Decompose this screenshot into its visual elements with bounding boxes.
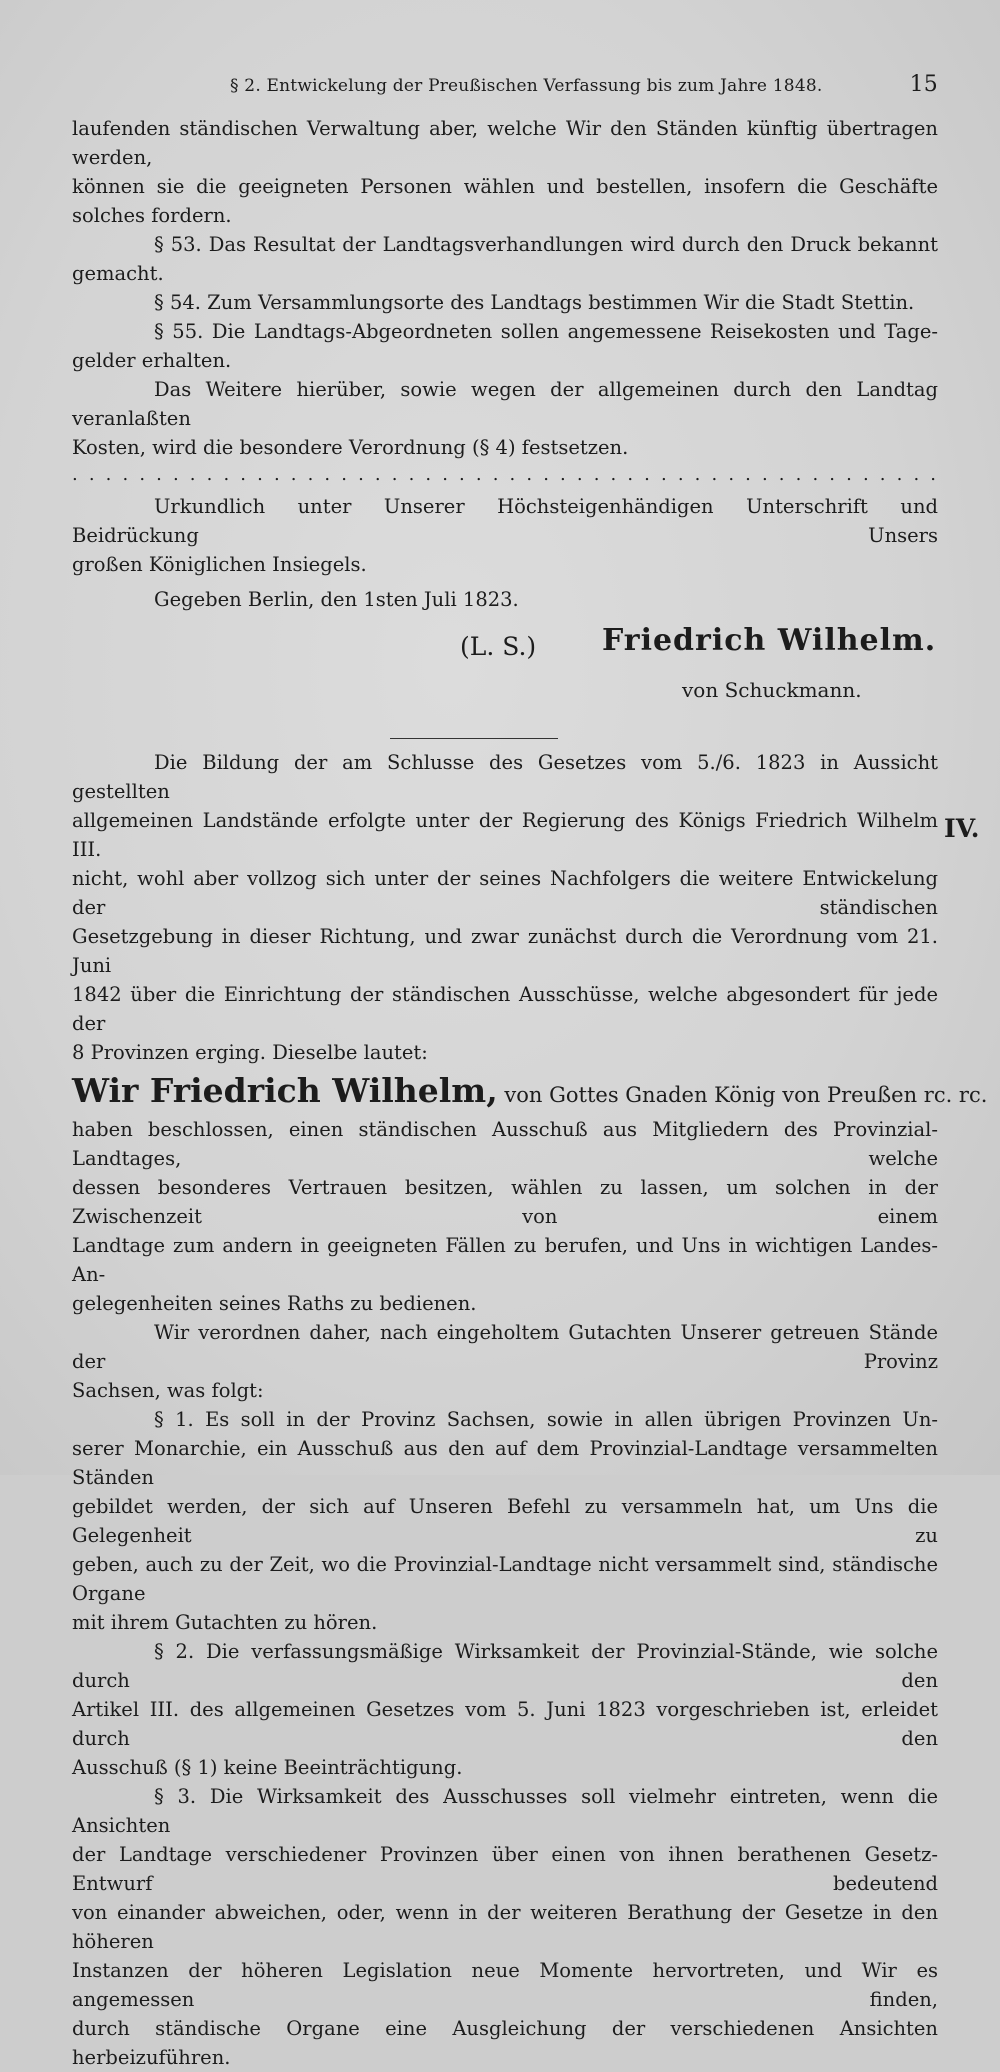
signature-block xyxy=(72,614,938,724)
running-title: § 2. Entwickelung der Preußischen Verfassung bis zum Jahre 1848. xyxy=(230,76,823,96)
page-number: 15 xyxy=(909,72,938,97)
text-line: 1842 über die Einrichtung der ständischen Ausschüsse, welche abgesondert für jede der xyxy=(72,983,938,1035)
text-line: gelegenheiten seines Raths zu bedienen. xyxy=(72,1292,477,1315)
running-header xyxy=(70,70,940,104)
paragraph-53: § 53. Das Resultat der Landtagsverhandlungen wird durch den Druck bekannt gemacht. xyxy=(72,233,938,285)
margin-mark: IV. xyxy=(944,814,980,843)
paragraph-55: § 55. Die Landtags-Abgeordneten sollen angemessene Reisekosten und Tage- xyxy=(154,320,938,343)
text-line: gelder erhalten. xyxy=(72,349,232,372)
text-line: Ausschuß (§ 1) keine Beeinträchtigung. xyxy=(72,1756,463,1779)
paragraph-54: § 54. Zum Versammlungsorte des Landtags bestimmen Wir die Stadt Stettin. xyxy=(154,291,915,314)
text-line: durch ständische Organe eine Ausgleichung der verschiedenen Ansichten herbeizuführen. xyxy=(72,2017,938,2069)
text-line: nicht, wohl aber vollzog sich unter der seines Nachfolgers die weitere Entwickelung der ständischen xyxy=(72,867,938,919)
text-line: von einander abweichen, oder, wenn in der weiteren Berathung der Gesetze in den höheren xyxy=(72,1901,938,1953)
minister-signature: von Schuckmann. xyxy=(682,678,862,702)
ellipsis-dots: . . . . . . . . . . . . . . . . . . . . . . . . . . . . . . . . . . . . . . . . . . . . . . . . . . . . xyxy=(72,464,938,485)
text-line: 8 Provinzen erging. Dieselbe lautet: xyxy=(72,1041,428,1064)
declaration-title: von Gottes Gnaden König von Preußen rc. rc. xyxy=(497,1083,988,1107)
royal-declaration xyxy=(72,1071,988,1115)
declaration-name: Wir Friedrich Wilhelm, xyxy=(72,1071,498,1110)
text-line: Gesetzgebung in dieser Richtung, und zwar zunächst durch die Verordnung vom 21. Juni xyxy=(72,925,938,977)
text-line: dessen besonderes Vertrauen besitzen, wählen zu lassen, um solchen in der Zwischenzeit von einem xyxy=(72,1176,938,1228)
separator-rule xyxy=(72,724,938,748)
text-line: Instanzen der höheren Legislation neue Momente hervortreten, und Wir es angemessen finden, xyxy=(72,1959,938,2011)
text-line: Kosten, wird die besondere Verordnung (§ 4) festsetzen. xyxy=(72,436,629,459)
text-line: Artikel III. des allgemeinen Gesetzes vom 5. Juni 1823 vorgeschrieben ist, erleidet durch den xyxy=(72,1698,938,1750)
text-line: Sachsen, was folgt: xyxy=(72,1379,264,1402)
text-line: Die Bildung der am Schlusse des Gesetzes vom 5./6. 1823 in Aussicht gestellten xyxy=(72,751,938,803)
text-line: geben, auch zu der Zeit, wo die Provinzial-Landtage nicht versammelt sind, ständische Organe xyxy=(72,1553,938,1605)
text-line: mit ihrem Gutachten zu hören. xyxy=(72,1611,378,1634)
text-line: laufenden ständischen Verwaltung aber, welche Wir den Ständen künftig übertragen werden, xyxy=(72,117,938,169)
text-line: allgemeinen Landstände erfolgte unter der Regierung des Königs Friedrich Wilhelm III. xyxy=(72,809,938,861)
text-line: Wir verordnen daher, nach eingeholtem Gutachten Unserer getreuen Stände der Provinz xyxy=(72,1321,938,1373)
text-line: serer Monarchie, ein Ausschuß aus den auf dem Provinzial-Landtage versammelten Ständen xyxy=(72,1437,938,1489)
text-line: Landtage zum andern in geeigneten Fällen zu berufen, und Uns in wichtigen Landes-An- xyxy=(72,1234,938,1286)
section-2: § 2. Die verfassungsmäßige Wirksamkeit der Provinzial-Stände, wie solche durch den xyxy=(72,1640,938,1692)
text-line: Das Weitere hierüber, sowie wegen der allgemeinen durch den Landtag veranlaßten xyxy=(72,378,938,430)
text-line: haben beschlossen, einen ständischen Ausschuß aus Mitgliedern des Provinzial-Landtages, welche xyxy=(72,1118,938,1170)
text-line: großen Königlichen Insiegels. xyxy=(72,553,367,576)
king-signature: Friedrich Wilhelm. xyxy=(602,623,937,658)
text-line: können sie die geeigneten Personen wählen und bestellen, insofern die Geschäfte solches fordern. xyxy=(72,175,938,227)
text-line: gebildet werden, der sich auf Unseren Befehl zu versammeln hat, um Uns die Gelegenheit zu xyxy=(72,1495,938,1547)
section-3: § 3. Die Wirksamkeit des Ausschusses soll vielmehr eintreten, wenn die Ansichten xyxy=(72,1785,938,1837)
text-line: der Landtage verschiedener Provinzen über einen von ihnen berathenen Gesetz-Entwurf bedeutend xyxy=(72,1843,938,1895)
text-line: Urkundlich unter Unserer Höchsteigenhändigen Unterschrift und Beidrückung Unsers xyxy=(72,495,938,547)
section-1: § 1. Es soll in der Provinz Sachsen, sowie in allen übrigen Provinzen Un- xyxy=(154,1408,938,1431)
seal-mark: (L. S.) xyxy=(460,632,537,661)
date-line: Gegeben Berlin, den 1sten Juli 1823. xyxy=(154,588,519,611)
